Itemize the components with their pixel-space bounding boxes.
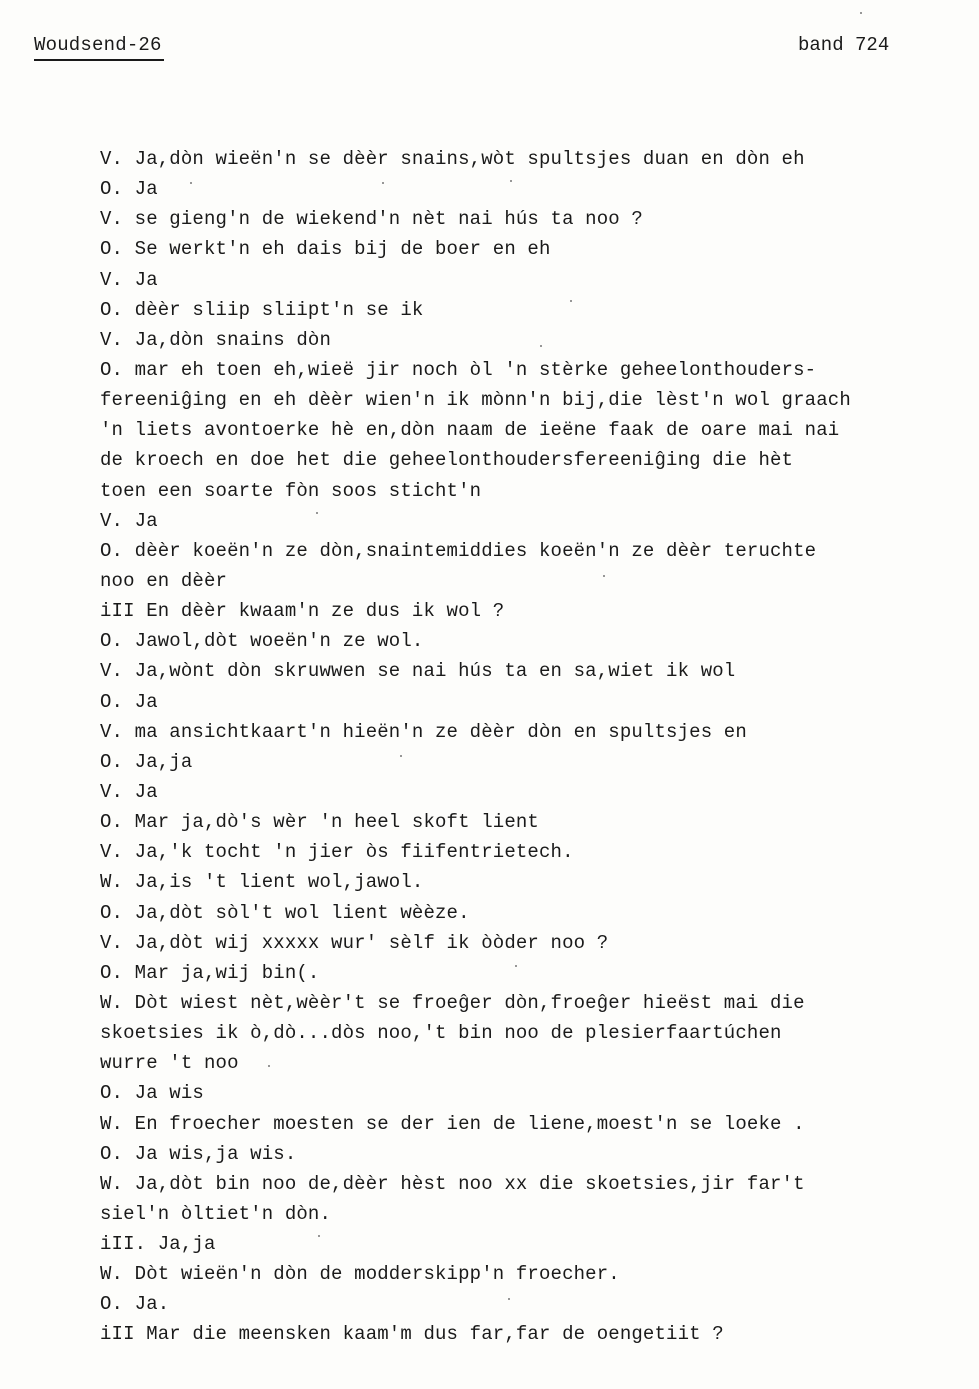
transcript-line: O. Ja. xyxy=(100,1293,170,1316)
transcript-body xyxy=(100,144,920,1350)
transcript-line: O. Mar ja,wij bin(. xyxy=(100,961,320,984)
scan-speck xyxy=(190,182,192,184)
transcript-line: skoetsies ik ò,dò...dòs noo,'t bin noo de plesierfaartúchen xyxy=(100,1022,782,1045)
scan-speck xyxy=(318,1235,320,1237)
transcript-line: iII Mar die meensken kaam'm dus far,far de oengetiit ? xyxy=(100,1323,724,1346)
title-underline xyxy=(34,59,164,61)
transcript-line: O. mar eh toen eh,wieë jir noch òl 'n stèrke geheelonthouders- xyxy=(100,358,817,381)
transcript-line: iII En dèèr kwaam'n ze dus ik wol ? xyxy=(100,600,505,623)
transcript-line: wurre 't noo xyxy=(100,1052,239,1075)
transcript-line: W. Dòt wiest nèt,wèèr't se froeĝer dòn,froeĝer hieëst mai die xyxy=(100,991,805,1014)
transcript-line: O. Ja,ja xyxy=(100,750,193,773)
transcript-line: V. Ja,dòn wieën'n se dèèr snains,wòt spultsjes duan en dòn eh xyxy=(100,148,805,170)
transcript-line: fereeniĝing en eh dèèr wien'n ik mònn'n bij,die lèst'n wol graach xyxy=(100,389,851,412)
transcript-line: V. Ja,wònt dòn skruwwen se nai hús ta en sa,wiet ik wol xyxy=(100,660,736,683)
transcript-line: V. Ja xyxy=(100,268,158,291)
scan-speck xyxy=(510,180,512,182)
transcript-line: O. Mar ja,dò's wèr 'n heel skoft lient xyxy=(100,811,539,834)
transcript-line: 'n liets avontoerke hè en,dòn naam de ieëne faak de oare mai nai xyxy=(100,419,840,442)
transcript-line: O. Se werkt'n eh dais bij de boer en eh xyxy=(100,238,551,261)
transcript-line: O. Ja xyxy=(100,690,158,713)
transcript-line: O. dèèr sliip sliipt'n se ik xyxy=(100,298,424,321)
transcript-line: W. Dòt wieën'n dòn de modderskipp'n froecher. xyxy=(100,1263,620,1286)
transcript-line: V. Ja xyxy=(100,780,158,803)
scan-speck xyxy=(603,575,605,577)
scan-speck xyxy=(860,12,862,14)
band-number: band 724 xyxy=(798,34,890,56)
transcript-line: V. Ja,dòn snains dòn xyxy=(100,328,332,351)
scan-speck xyxy=(382,182,384,184)
scan-speck xyxy=(540,345,542,347)
transcript-line: V. ma ansichtkaart'n hieën'n ze dèèr dòn en spultsjes en xyxy=(100,720,747,743)
transcript-line: O. Jawol,dòt woeën'n ze wol. xyxy=(100,630,424,653)
transcript-line: O. dèèr koeën'n ze dòn,snaintemiddies koeën'n ze dèèr teruchte xyxy=(100,539,817,562)
transcript-line: V. se gieng'n de wiekend'n nèt nai hús ta noo ? xyxy=(100,208,643,231)
transcript-line: de kroech en doe het die geheelonthoudersfereeniĝing die hèt xyxy=(100,449,794,472)
scan-speck xyxy=(316,512,318,514)
transcript-line: O. Ja xyxy=(100,178,158,201)
scan-speck xyxy=(570,300,572,302)
transcript-line: noo en dèèr xyxy=(100,569,228,592)
scan-speck xyxy=(400,755,402,757)
transcript-line: O. Ja,dòt sòl't wol lient wèèze. xyxy=(100,901,470,924)
transcript-line: siel'n òltiet'n dòn. xyxy=(100,1202,332,1225)
transcript-line: W. Ja,is 't lient wol,jawol. xyxy=(100,871,424,894)
transcript-line: O. Ja wis xyxy=(100,1082,204,1105)
document-title-text: Woudsend-26 xyxy=(34,34,162,56)
transcript-line: V. Ja xyxy=(100,509,158,532)
transcript-line: toen een soarte fòn soos sticht'n xyxy=(100,479,482,502)
transcript-line: V. Ja,dòt wij xxxxx wur' sèlf ik òòder noo ? xyxy=(100,931,609,954)
scan-speck xyxy=(268,1065,270,1067)
transcript-line: W. Ja,dòt bin noo de,dèèr hèst noo xx die skoetsies,jir far't xyxy=(100,1172,805,1195)
scan-speck xyxy=(508,1298,510,1300)
scan-speck xyxy=(515,965,517,967)
document-title xyxy=(34,34,162,56)
transcript-line: O. Ja wis,ja wis. xyxy=(100,1142,297,1165)
transcript-line: iII. Ja,ja xyxy=(100,1233,216,1256)
transcript-line: V. Ja,'k tocht 'n jier òs fiifentrietech. xyxy=(100,841,574,864)
transcript-line: W. En froecher moesten se der ien de liene,moest'n se loeke . xyxy=(100,1112,805,1135)
